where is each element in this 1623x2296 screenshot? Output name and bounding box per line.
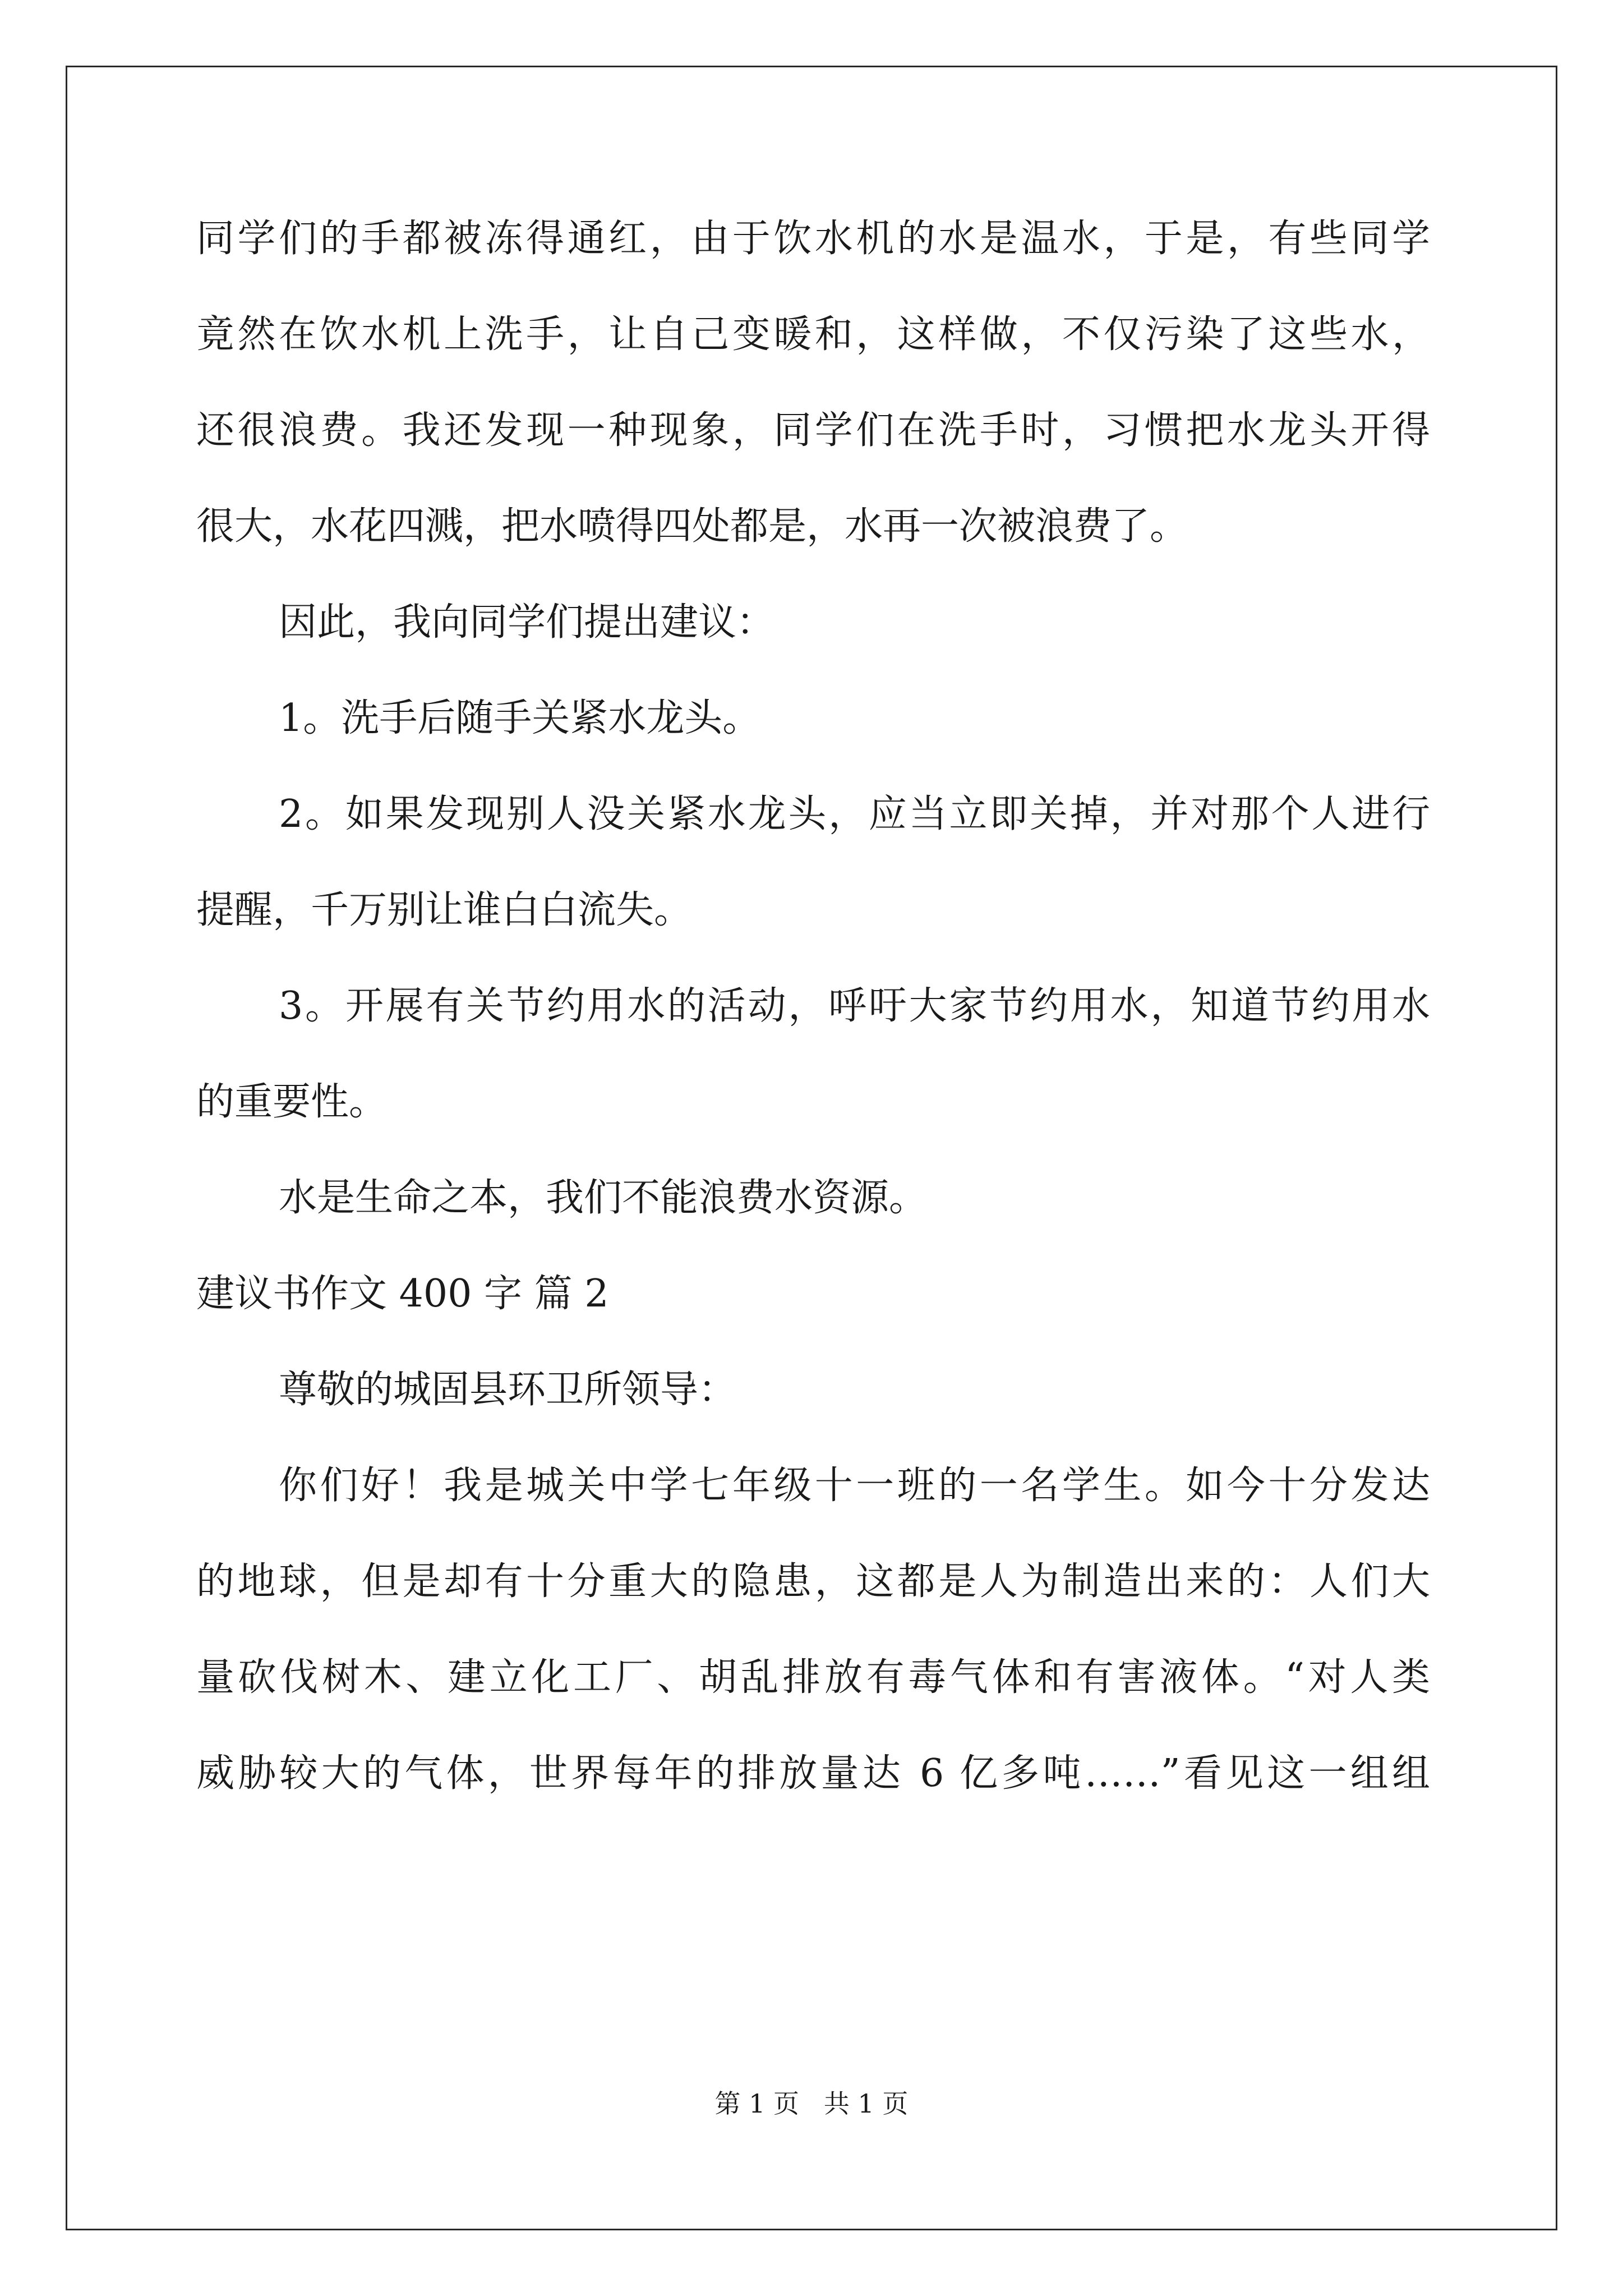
text-line: 因此，我向同学们提出建议： [279, 600, 775, 645]
list-item-1: 1。洗手后随手关紧水龙头。 [279, 696, 761, 740]
page-number: 第 1 页 共 1 页 [714, 2088, 909, 2119]
section-heading: 建议书作文 400 字 篇 2 [196, 1272, 609, 1316]
salutation: 尊敬的城固县环卫所领导： [279, 1368, 737, 1412]
text-line: 你们好！我是城关中学七年级十一班的一名学生。如今十分发达 [279, 1464, 1430, 1508]
page-footer [0, 2087, 1623, 2120]
list-item-2: 2。如果发现别人没关紧水龙头，应当立即关掉，并对那个人进行 [279, 792, 1430, 836]
text-line: 的地球，但是却有十分重大的隐患，这都是人为制造出来的：人们大 [196, 1559, 1430, 1604]
text-line: 竟然在饮水机上洗手，让自己变暖和，这样做，不仅污染了这些水， [196, 312, 1430, 357]
text-line: 水是生命之本，我们不能浪费水资源。 [279, 1176, 928, 1220]
text-line: 很大，水花四溅，把水喷得四处都是，水再一次被浪费了。 [196, 504, 1188, 549]
text-line: 的重要性。 [196, 1080, 388, 1124]
list-item-3: 3。开展有关节约用水的活动，呼吁大家节约用水，知道节约用水 [279, 984, 1430, 1028]
text-line: 威胁较大的气体，世界每年的排放量达 6 亿多吨……”看见这一组组 [196, 1751, 1430, 1796]
document-body [196, 191, 1430, 1821]
text-line: 同学们的手都被冻得通红，由于饮水机的水是温水，于是，有些同学 [196, 217, 1430, 261]
text-line: 量砍伐树木、建立化工厂、胡乱排放有毒气体和有害液体。“对人类 [196, 1655, 1430, 1700]
text-line: 提醒，千万别让谁白白流失。 [196, 888, 693, 932]
text-line: 还很浪费。我还发现一种现象，同学们在洗手时，习惯把水龙头开得 [196, 408, 1430, 453]
